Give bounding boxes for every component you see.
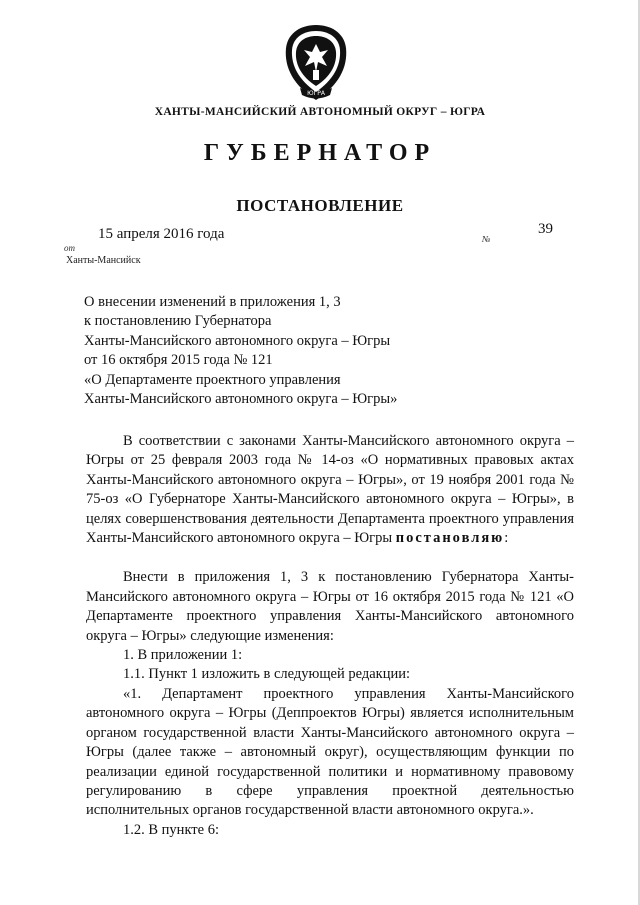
subject-line: к постановлению Губернатора <box>84 313 272 330</box>
city-name: Ханты-Мансийск <box>66 255 141 266</box>
item-1-paragraph: 1. В приложении 1: <box>123 647 243 664</box>
governor-title: ГУБЕРНАТОР <box>203 140 437 166</box>
document-subject <box>84 293 444 409</box>
document-type: ПОСТАНОВЛЕНИЕ <box>236 196 404 215</box>
item-1-2-paragraph: 1.2. В пункте 6: <box>123 821 219 838</box>
subject-line: О внесении изменений в приложения 1, 3 <box>84 294 341 310</box>
emblem-text: ЮГРА <box>307 90 325 97</box>
resolve-word: постановляю <box>395 530 505 547</box>
preamble-paragraph <box>86 432 574 548</box>
document-body <box>86 432 574 840</box>
item-1-1-paragraph: 1.1. Пункт 1 изложить в следующей редакции: <box>123 666 411 683</box>
subject-line: Ханты-Мансийского автономного округа – Югры <box>84 332 391 349</box>
subject-line: «О Департаменте проектного управления <box>84 371 341 388</box>
region-name: ХАНТЫ-МАНСИЙСКИЙ АВТОНОМНЫЙ ОКРУГ – ЮГРА <box>154 106 486 118</box>
amendment-intro-paragraph: Внести в приложения 1, 3 к постановлению Губернатора Ханты-Мансийского автономного округа – Югры от 16 октября 2015 года № 121 «О Департаменте проектного управления Ханты-Мансийского автономного округа – Югры» следующие изменения: <box>86 569 574 644</box>
coat-of-arms-emblem <box>280 22 352 104</box>
document-date: 15 апреля 2016 года <box>98 226 225 242</box>
document-number: 39 <box>538 221 553 237</box>
number-label: № <box>482 234 491 244</box>
preamble-colon: : <box>504 530 509 547</box>
subject-line: Ханты-Мансийского автономного округа – Югры» <box>84 391 398 408</box>
new-clause-paragraph: «1. Департамент проектного управления Ханты-Мансийского автономного округа – Югры (Деппроектов Югры) является исполнительным органом государственной власти Ханты-Мансийского автономного округа – Югры (далее также – автономный округ), осуществляющим функции по реализации единой государственной политики и нормативному правовому регулированию в сфере управления проектной деятельностью исполнительных органов государственной власти автономного округа.». <box>86 685 574 819</box>
subject-line: от 16 октября 2015 года № 121 <box>84 352 273 369</box>
preamble-text: В соответствии с законами Ханты-Мансийского автономного округа – Югры от 25 февраля 2003 года № 14-оз «О нормативных правовых актах Ханты-Мансийского автономного округа – Югры», от 19 ноября 2001 года № 75-оз «О Губернаторе Ханты-Мансийского автономного округа – Югры», в целях совершенствования деятельности Департамента проектного управления Ханты-Мансийского автономного округа – Югры <box>86 433 574 547</box>
date-prefix-label: от <box>64 243 75 253</box>
